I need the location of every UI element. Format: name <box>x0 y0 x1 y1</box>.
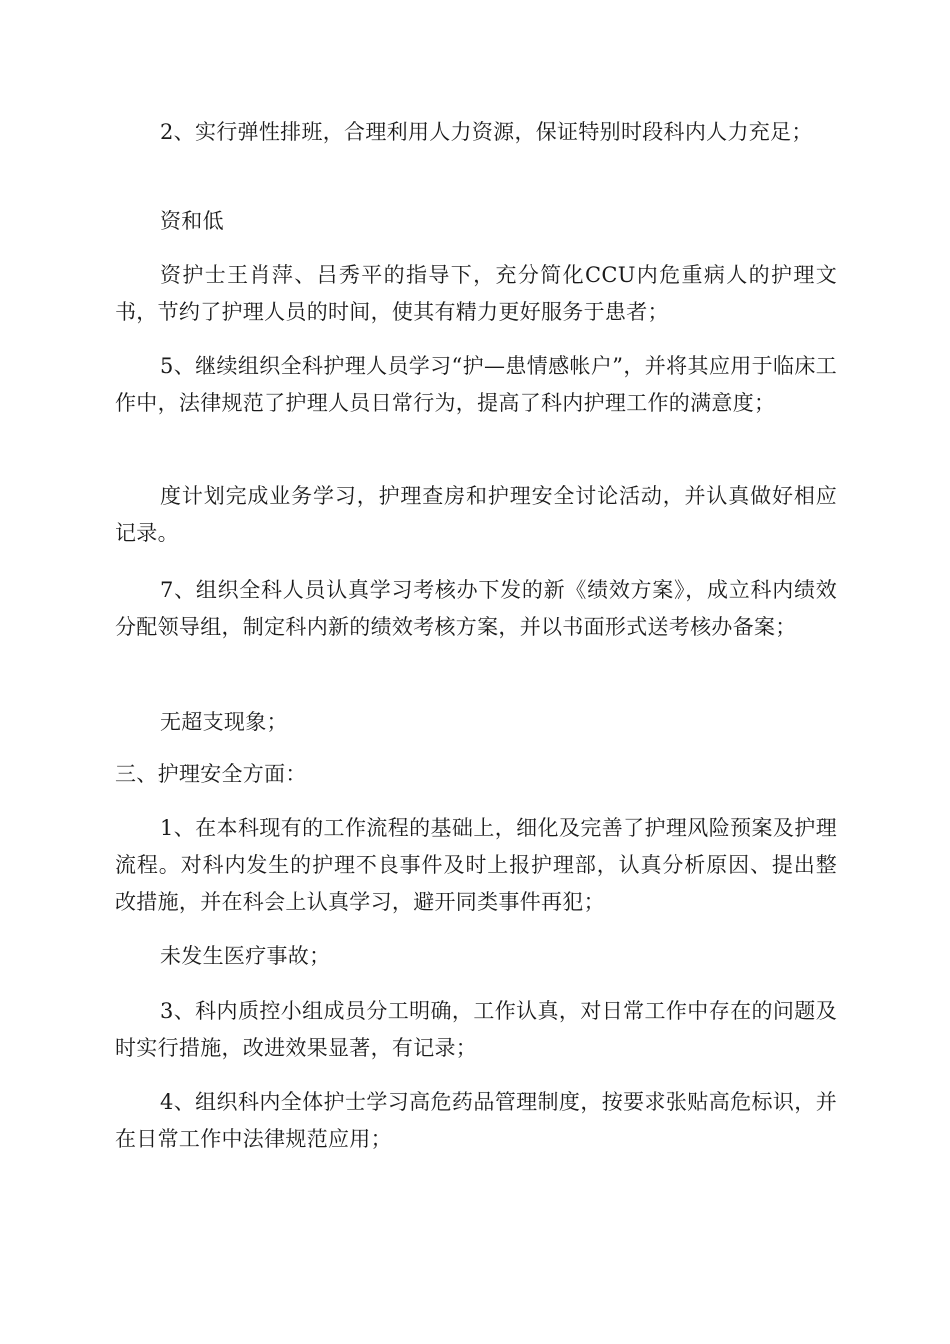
paragraph-business-study: 度计划完成业务学习，护理查房和护理安全讨论活动，并认真做好相应记录。 <box>115 484 837 545</box>
paragraph-emotional-account: 5、继续组织全科护理人员学习“护—患情感帐户”，并将其应用于临床工作中，法律规范了护理人员日常行为，提高了科内护理工作的满意度； <box>115 354 837 415</box>
section-heading-nursing-safety: 三、护理安全方面： <box>115 762 307 786</box>
paragraph-no-accidents: 未发生医疗事故； <box>160 944 331 968</box>
paragraph-fragment: 资和低 <box>160 209 224 233</box>
paragraph-performance-plan: 7、组织全科人员认真学习考核办下发的新《绩效方案》，成立科内绩效分配领导组，制定科内新的绩效考核方案，并以书面形式送考核办备案； <box>115 578 837 639</box>
paragraph-quality-control: 3、科内质控小组成员分工明确，工作认真，对日常工作中存在的问题及时实行措施，改进效果显著，有记录； <box>115 999 837 1060</box>
paragraph-ccu-documentation: 资护士王肖萍、吕秀平的指导下，充分简化CCU内危重病人的护理文书，节约了护理人员的时间，使其有精力更好服务于患者； <box>115 263 837 324</box>
paragraph-risk-plans: 1、在本科现有的工作流程的基础上，细化及完善了护理风险预案及护理流程。对科内发生的护理不良事件及时上报护理部，认真分析原因、提出整改措施，并在科会上认真学习，避开同类事件再犯； <box>115 816 837 914</box>
paragraph-no-overspend: 无超支现象； <box>160 710 288 734</box>
paragraph-high-risk-drugs: 4、组织科内全体护士学习高危药品管理制度，按要求张贴高危标识，并在日常工作中法律规范应用； <box>115 1090 837 1151</box>
paragraph-flexible-scheduling: 2、实行弹性排班，合理利用人力资源，保证特别时段科内人力充足； <box>160 120 813 144</box>
